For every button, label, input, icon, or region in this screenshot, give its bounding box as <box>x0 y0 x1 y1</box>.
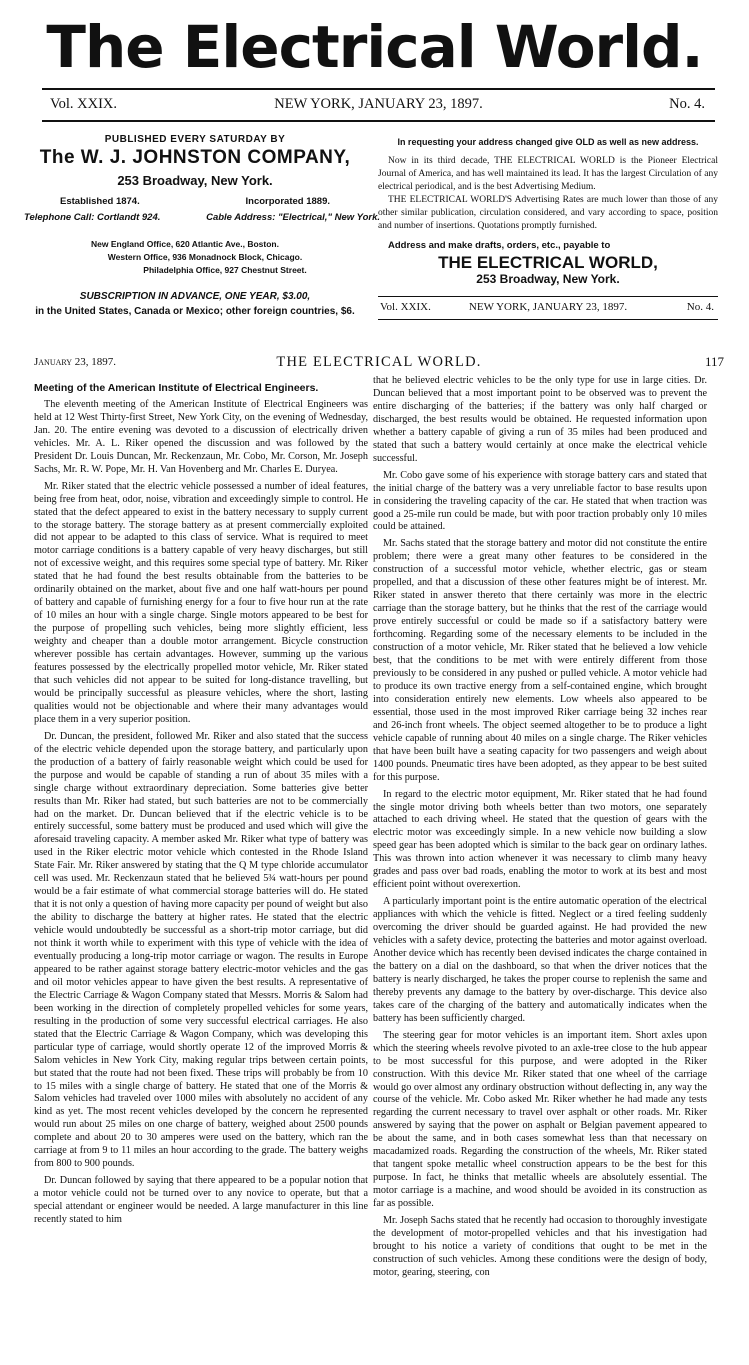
page-number: 117 <box>704 354 724 369</box>
article-paragraph: that he believed electric vehicles to be the only type for use in large cities. Dr. Duncan believed that a most important point to be observed was to prevent the entire discharging of the batteries; if the battery was only half charged or discharged, the best results would be obtained. He requested information upon whether a battery capable of giving a run of 35 miles had been produced and stated that such a battery would certainly at once make the electrical vehicle successful. <box>373 375 707 464</box>
article-paragraph: Dr. Duncan, the president, followed Mr. Riker and also stated that the success of the electric vehicle depended upon the storage battery, and particularly upon the production of a battery of fairly reasonable weight which could be used for the purpose and would be capable of standing a run of about 35 miles with a single charge without extraordinary depreciation. Some batteries give better results than Mr. Riker had stated, but such batteries are not to be commercially had on the market. Dr. Duncan believed that if the electric vehicle is to be entirely successful, some battery must be produced and used which will give the aforesaid traveling capacity. A member asked Mr. Riker what type of battery was used in the Riker electric motor vehicle which contested in the Rhode Island State Fair. Mr. Riker answered by stating that the Q M type chloride accumulator cell was used. Mr. Reckenzaun stated that he believed 5¾ watt-hours per pound would be a fair estimate of what commercial storage batteries will do. He stated that it is not only a question of having more capacity per pound of weight but also the ability to discharge the battery at higher rates. He stated that the electric vehicle would undoubtedly be successful as a short-trip motor carriage, but did not think it worth while to experiment with this type of vehicle with the idea of eventually producing a long-trip motor carriage or wagon. The results in Europe appeared to be rather against storage battery electric-motor vehicles and the gas and oil motor vehicles appear to have given the best results. A representative of the Electric Carriage & Wagon Company stated that Messrs. Morris & Salom had been working in the direction of completely propelled vehicles for some years, resulting in the production of some very successful electrical carriages. He also stated that the Electric Carriage & Wagon Company, which was developing this particular type of carriage, would shortly operate 12 of the improved Morris & Salom vehicles in New York City, making regular trips between certain points, but stated that the route had not been fixed. These trips will probably be from 10 to 15 miles with a single charge of battery. He stated that one of the Morris & Salom vehicles had traveled over 1000 miles with absolutely no accident of any kind as yet. The most recent vehicles developed by the concern he represented would run about 25 miles on one charge of battery, weighed about 2500 pounds complete and about 20 to 30 amperes were used on the battery, which ran the carriage at from 9 to 11 miles an hour according to the grade. The battery weighs from 800 to 900 pounds. <box>34 730 368 1170</box>
payment-address-line: Address and make drafts, orders, etc., payable to <box>388 240 611 251</box>
publisher-info <box>24 134 380 319</box>
secondary-volume: Vol. XXIX. <box>380 301 431 313</box>
secondary-volume-bar <box>378 296 718 320</box>
running-head <box>34 354 724 372</box>
office-line: New England Office, 620 Atlantic Ave., Boston. <box>91 239 279 249</box>
article-paragraph: The steering gear for motor vehicles is an important item. Short axles upon which the steering wheels revolve pivoted to an axle-tree close to the hub appear to be most successful for this purpose, and were adopted in the Riker construction. With this device Mr. Riker stated that one wheel of the carriage would go over almost any ordinary obstruction without deflecting in, any way the course of the vehicle. Mr. Cobo asked Mr. Riker whether he had made any tests regarding the current necessary to travel over asphalt or other roads. Mr. Riker answered by saying that the power on asphalt or Belgian pavement appeared to be about the same, and in both cases somewhat less than that necessary on macadamized roads. Regarding the construction of the wheels, Mr. Riker stated that tangent spoke metallic wheel construction appears to be the best for this purpose. In fact, he thinks that metallic wheels are absolutely essential. The motor carriage is a machine, and wood should be avoided in its construction as far as possible. <box>373 1029 707 1210</box>
publisher-address: 253 Broadway, New York. <box>117 173 273 188</box>
volume-number: Vol. XXIX. <box>50 96 117 112</box>
masthead <box>0 0 749 88</box>
notice-publication-address: 253 Broadway, New York. <box>476 272 620 286</box>
dateline: NEW YORK, JANUARY 23, 1897. <box>274 96 483 112</box>
branch-offices <box>30 238 360 277</box>
office-line: Western Office, 936 Monadnock Block, Chicago. <box>107 252 303 262</box>
article-paragraph: A particularly important point is the entire automatic operation of the electrical appliances with which the vehicle is fitted. Neglect or a tired feeling suddenly overcoming the driver should be guarded against. He had provided the new vehicles with a safety device, protecting the batteries and motor against overload. Another device which has recently been devised indicates the charge contained in the battery on a dial on the dashboard, so that when the driver notices that the battery is nearly discharged, he takes the proper course to replenish the same and thereby prevents any damage to the battery by over-discharge. This device also takes care of the charging of the battery and automatically indicates when the battery has been sufficiently charged. <box>373 896 707 1024</box>
issue-number: No. 4. <box>669 96 705 112</box>
telephone: Telephone Call: Cortlandt 924. <box>24 212 161 223</box>
article-paragraph: Mr. Sachs stated that the storage battery and motor did not constitute the entire problem; there were a great many other features to be considered in the construction of a successful motor vehicle, whether electric, gas or steam propelled, and that a discussion of these other features might be of interest. Mr. Riker stated in answer thereto that there certainly was more in the electric carriage than the storage battery, but he thinks that the rest of the carriage would prove entirely successful or could be made so if a satisfactory battery were forthcoming. Regarding some of the necessary elements to be included in the construction of a motor vehicle, Mr. Riker stated that he believed a low vehicle best, that the conditions to be met with were entirely different from those previously to be considered in any pushed or pulled vehicle. A motor vehicle had to produce its own tractive energy from a self-contained engine, which brought into consideration entirely new elements. Low wheels also appeared to be essential, those used in the most improved Riker carriage being 32 inches rear and 26-inch front wheels. The object seemed altogether to be to produce a light vehicle capable of running about 40 miles on a single charge. The Riker vehicles that have been built have a seating capacity for two passengers and weigh about 1400 pounds. Pneumatic tires have been adopted, as they appear to be best suited for this purpose. <box>373 538 707 783</box>
article-paragraph: Dr. Duncan followed by saying that there appeared to be a popular notion that a motor vehicle could not be turned over to any novice to operate, but that a special attendant or engineer would be needed. A large manufacturer in this line recently stated to him <box>34 1175 368 1226</box>
cable-address: Cable Address: "Electrical," New York. <box>206 212 380 223</box>
subscription-regions: in the United States, Canada or Mexico; other foreign countries, $6. <box>35 306 355 317</box>
article-paragraph: Mr. Joseph Sachs stated that he recently had occasion to thoroughly investigate the development of motor-propelled vehicles and that his investigation had brought to his notice a variety of conditions that ought to be met in the construction of such vehicles. Among these conditions were the design of body, motor, gearing, steering, con <box>373 1215 707 1278</box>
incorporated: Incorporated 1889. <box>245 196 330 207</box>
article-heading: Meeting of the American Institute of Electrical Engineers. <box>34 382 319 394</box>
subscription-info <box>30 289 360 319</box>
establishment-row <box>30 196 360 212</box>
address-change-notice: In requesting your address changed give OLD as well as new address. <box>397 137 699 147</box>
article-column-right <box>373 375 707 1284</box>
notice-paragraph: Now in its third decade, THE ELECTRICAL WORLD is the Pioneer Electrical Journal of America, and has well maintained its lead. It has the largest Circulation of any electrical periodical, and is the best Advertising Medium. <box>378 156 718 192</box>
volume-bar <box>42 88 715 122</box>
notice-paragraph: THE ELECTRICAL WORLD'S Advertising Rates are much lower than those of any other similar publication, circulation considered, and vary according to space, position and number of insertions. Quotations promptly furnished. <box>378 195 718 231</box>
secondary-dateline: NEW YORK, JANUARY 23, 1897. <box>468 301 628 313</box>
notice-box <box>378 136 718 320</box>
masthead-title: The Electrical World. <box>46 13 703 81</box>
established: Established 1874. <box>60 196 140 207</box>
article-paragraph: Mr. Riker stated that the electric vehicle possessed a number of ideal features, being free from heat, odor, noise, vibration and exceedingly simple to control. He stated that the defect appeared to exist in the battery necessary to supply current to the storage battery. The storage battery as at present commercially exploited did not appear to be adapted to this class of service. What is required to meet motor carriage conditions is a battery capable of very heavy discharges, but still not of excessive weight, and this requires some special type of battery. Mr. Riker stated that he had found the best results obtainable from the batteries to be ordinarily obtained on the market, about five and one half watt-hours per pound of battery and capable of furnishing energy for a four to five hour run at the rate of 10 miles an hour with a single charge. Single motors appeared to be best for the purpose of propelling such vehicles, being more slightly efficient, less weighty and cheaper than a double motor arrangement. Bicycle construction wherever possible has certain advantages. However, summing up the various features possessed by the electrically propelled motor vehicle, Mr. Riker stated that such vehicles did not appear to be suited for long-distance travelling, but would be principally successful as pleasure vehicles, where the short, lasting qualities would not be objectionable and where their many advantages would place them in a very superior position. <box>34 480 368 725</box>
secondary-number: No. 4. <box>686 301 714 313</box>
subscription-price: SUBSCRIPTION IN ADVANCE, ONE YEAR, $3.00, <box>79 291 311 302</box>
contact-row <box>24 212 380 226</box>
publisher-company: The W. J. JOHNSTON COMPANY, <box>39 147 351 168</box>
article-paragraph: Mr. Cobo gave some of his experience with storage battery cars and stated that the initial charge of the battery was a very unreliable factor to base results upon in considering the traveling capacity of the car. He stated that when traction was good a 25-mile run could be made, but with poor traction probably only 10 miles could be attained. <box>373 469 707 533</box>
article-column-left <box>34 378 368 1231</box>
published-line: PUBLISHED EVERY SATURDAY BY <box>104 134 286 145</box>
running-date: January 23, 1897. <box>34 356 117 368</box>
article-paragraph: In regard to the electric motor equipment, Mr. Riker stated that he had found the single motor driving both wheels better than two motors, one separately attached to each driving wheel. He stated that the question of gears with the electric motor was exceedingly simple. In a new vehicle now building a slow speed gear has been adopted which is similar to the back gear on ordinary lathes. This was thrown into action whenever it was necessary to climb many heavy grades and pass over bad roads, enabling the motor to work at its best and most efficient point without overexertion. <box>373 788 707 891</box>
notice-publication-name: THE ELECTRICAL WORLD, <box>438 253 658 272</box>
article-paragraph: The eleventh meeting of the American Institute of Electrical Engineers was held at 12 West Thirty-first Street, New York City, on the evening of Wednesday, Jan. 20. The entire evening was devoted to a discussion of electrically driven vehicles. Mr. A. L. Riker opened the discussion and was followed by the President Dr. Louis Duncan, Mr. Reckenzaun, Mr. Cobo, Mr. Corson, Mr. Joseph Sachs, Mr. R. W. Pope, Mr. H. Van Hovenberg and Mr. Charles E. Duryea. <box>34 398 368 475</box>
running-title: THE ELECTRICAL WORLD. <box>276 354 482 370</box>
office-line: Philadelphia Office, 927 Chestnut Street. <box>143 265 307 275</box>
